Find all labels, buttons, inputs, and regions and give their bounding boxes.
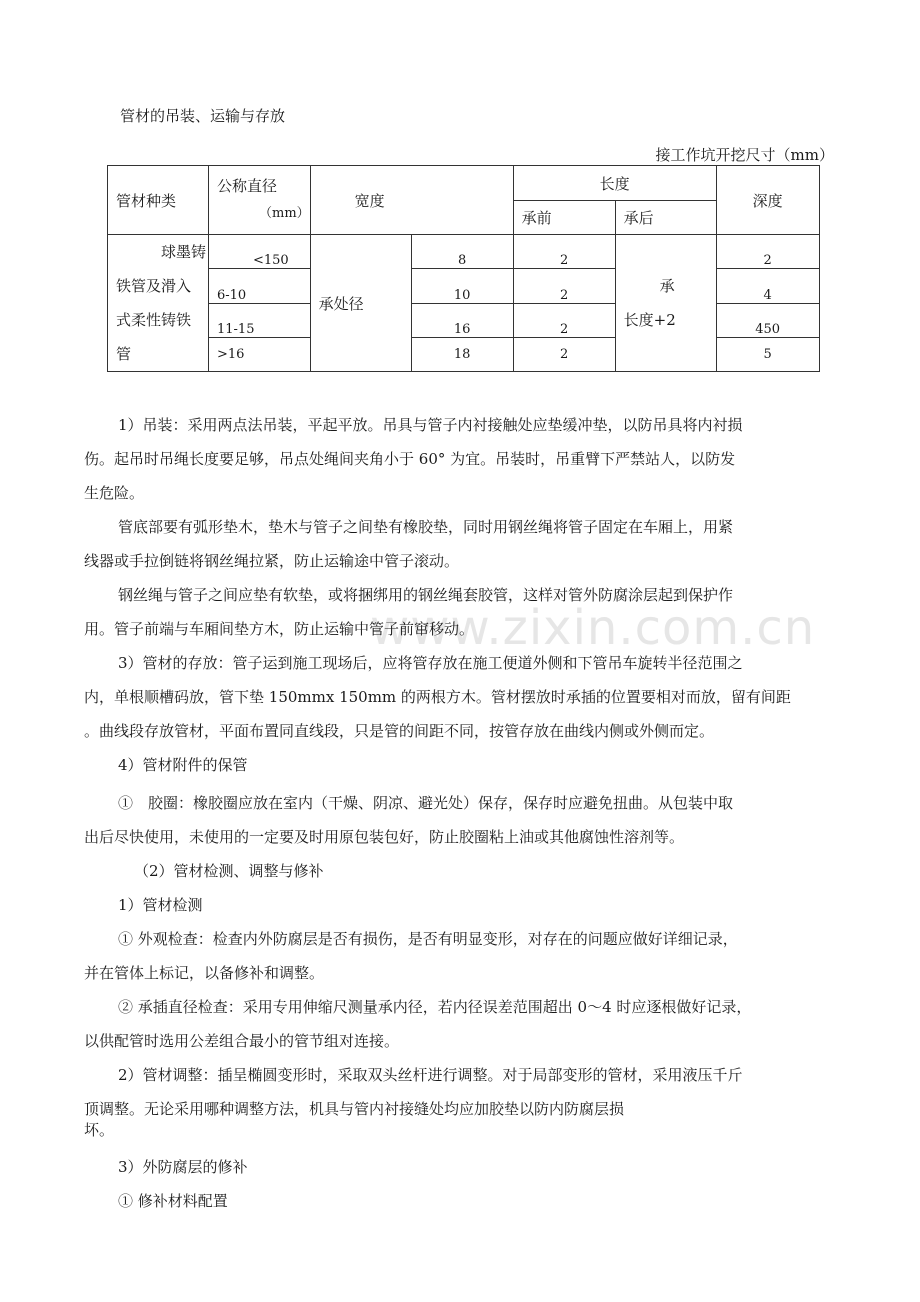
header-before: 承前 [513,201,615,235]
after-line: 长度+2 [623,311,676,329]
excavation-size-table [107,165,820,372]
header-depth: 深度 [716,166,819,235]
before-cell: 2 [513,303,615,337]
text-line: 钢丝绳与管子之间应垫有软垫，或将捆绑用的钢丝绳套胶管，这样对管外防腐涂层起到保护作 [118,586,734,604]
before-cell: 2 [513,235,615,269]
depth-cell: 4 [716,269,819,303]
watermark: www.zixin.com.cn [370,600,816,656]
pipe-type-line: 式柔性铸铁 [116,311,192,329]
text-line: 内，单根顺槽码放，管下垫 150mmx 150mm 的两根方木。管材摆放时承插的位置要相对而放，留有间距 [84,688,791,706]
depth-cell: 2 [716,235,819,269]
text-line: 顶调整。无论采用哪种调整方法，机具与管内衬接缝处均应加胶垫以防内防腐层损 [84,1100,625,1118]
text-line: 1）管材检测 [118,896,203,914]
text-line: 线器或手拉倒链将钢丝绳拉紧，防止运输途中管子滚动。 [84,552,460,570]
paragraph-repair [84,1150,844,1184]
text-line: 2）管材调整：插呈椭圆变形时，采取双头丝杆进行调整。对于局部变形的管材，采用液压千斤 [118,1066,743,1084]
before-cell: 2 [513,337,615,371]
paragraph-rubber-ring [84,786,844,854]
text-line: ② 承插直径检查：采用专用伸缩尺测量承内径，若内径误差范围超出 0～4 时应逐根做好记录， [118,998,752,1016]
text-line: 出后尽快使用，未使用的一定要及时用原包装包好，防止胶圈粘上油或其他腐蚀性溶剂等。 [84,828,685,846]
paragraph-visual-check [84,922,844,990]
depth-cell: 5 [716,337,819,371]
diameter-cell: <150 [209,235,311,269]
text-line: ① 修补材料配置 [118,1192,228,1210]
pipe-type-cell [108,235,209,372]
header-diameter-label: 公称直径 [217,177,278,195]
diameter-cell: 11-15 [209,303,311,337]
width2-cell: 10 [411,269,513,303]
paragraph-inspection [84,888,844,922]
text-line: 生危险。 [84,484,145,502]
header-diameter-unit: （mm） [259,206,310,221]
paragraph-accessories [84,748,844,782]
pipe-type-line: 铁管及滑入 [116,277,192,295]
paragraph-transport-base [84,510,844,578]
paragraph-repair-material [84,1184,844,1218]
header-length: 长度 [513,166,716,201]
width2-cell: 8 [411,235,513,269]
diameter-cell: 6-10 [209,269,311,303]
pipe-type-line: 管 [116,345,132,363]
header-width: 宽度 [310,166,513,235]
paragraph-transport-cable [84,578,844,646]
text-line: 3）外防腐层的修补 [118,1158,248,1176]
paragraph-hoisting [84,408,844,510]
text-line: 以供配管时选用公差组合最小的管节组对连接。 [84,1032,400,1050]
diameter-cell: >16 [209,337,311,371]
text-line: 用。管子前端与车厢间垫方木，防止运输中管子前窜移动。 [84,620,475,638]
text-line: 坏。 [84,1121,115,1139]
header-pipe-type: 管材种类 [108,166,209,235]
table-caption: 接工作坑开挖尺寸（mm） [655,146,834,164]
text-line: （2）管材检测、调整与修补 [134,862,324,880]
after-cell [615,235,716,372]
section-title: 管材的吊装、运输与存放 [120,107,286,125]
header-diameter [209,166,311,235]
pipe-type-line: 球墨铸 [160,243,206,261]
paragraph-section-2 [84,854,844,888]
paragraph-adjustment [84,1058,844,1140]
text-line: 1）吊装：采用两点法吊装，平起平放。吊具与管子内衬接触处应垫缓冲垫，以防吊具将内衬损 [118,416,743,434]
paragraph-diameter-check [84,990,844,1058]
text-line: 4）管材附件的保管 [118,756,248,774]
text-line: 。曲线段存放管材，平面布置同直线段，只是管的间距不同，按管存放在曲线内侧或外侧而定。 [84,722,715,740]
text-line: ① 胶圈：橡胶圈应放在室内（干燥、阴凉、避光处）保存，保存时应避免扭曲。从包装中取 [118,794,734,812]
header-after: 承后 [615,201,716,235]
paragraph-storage [84,646,844,748]
width2-cell: 16 [411,303,513,337]
after-line: 承 [659,277,675,295]
text-line: 并在管体上标记，以备修补和调整。 [84,964,325,982]
before-cell: 2 [513,269,615,303]
text-line: 3）管材的存放：管子运到施工现场后，应将管存放在施工便道外侧和下管吊车旋转半径范围之 [118,654,743,672]
width2-cell: 18 [411,337,513,371]
text-line: 伤。起吊时吊绳长度要足够，吊点处绳间夹角小于 60° 为宜。吊装时，吊重臂下严禁站人，以防发 [84,450,736,468]
depth-cell: 450 [716,303,819,337]
text-line: ① 外观检查：检查内外防腐层是否有损伤，是否有明显变形，对存在的问题应做好详细记录， [118,930,738,948]
text-line: 管底部要有弧形垫木，垫木与管子之间垫有橡胶垫，同时用钢丝绳将管子固定在车厢上，用紧 [118,518,734,536]
width-cell: 承处径 [310,235,411,372]
